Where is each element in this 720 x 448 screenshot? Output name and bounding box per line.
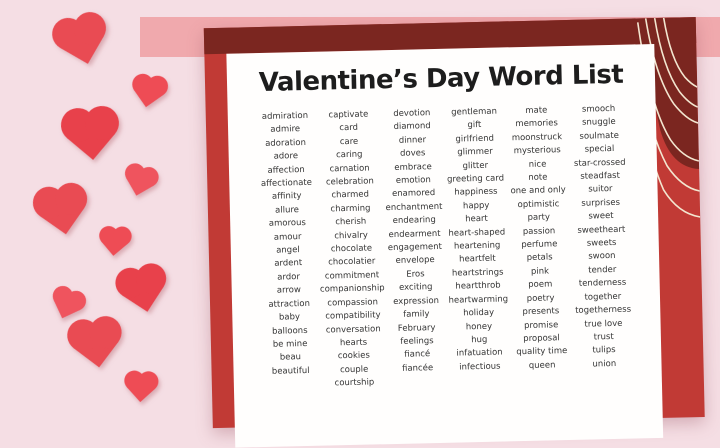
word-item: tenderness	[578, 277, 627, 290]
word-item: devotion	[393, 108, 431, 119]
word-columns	[252, 103, 638, 393]
word-item: optimistic	[517, 199, 560, 210]
word-item: captivate	[328, 109, 369, 121]
word-item: diamond	[393, 121, 431, 133]
word-item: carnation	[329, 163, 370, 175]
word-item: fiancé	[404, 349, 431, 361]
word-item: heartfelt	[459, 254, 496, 265]
paper-heart	[104, 232, 125, 253]
word-item: caring	[335, 149, 363, 161]
word-item: ardent	[274, 258, 303, 270]
paper-heart	[73, 118, 110, 155]
word-item: swoon	[588, 251, 616, 263]
word-item: mate	[525, 105, 548, 116]
paper-heart	[62, 22, 101, 61]
word-item: amorous	[268, 218, 306, 230]
word-item: fiancée	[401, 362, 434, 374]
word-column-3	[381, 107, 450, 390]
word-item: moonstruck	[511, 131, 563, 144]
word-item: baby	[278, 312, 301, 323]
word-item: February	[397, 322, 436, 334]
word-item: holiday	[463, 307, 495, 319]
word-item: celebration	[325, 176, 374, 188]
word-item: affection	[267, 164, 305, 176]
word-item: glitter	[462, 160, 489, 172]
word-item: glimmer	[457, 146, 493, 158]
word-item: embrace	[394, 161, 432, 173]
word-item: queen	[528, 360, 556, 371]
word-item: presents	[522, 306, 560, 318]
word-item: steadfast	[580, 170, 620, 182]
word-column-6	[567, 103, 636, 386]
word-item: smooch	[581, 103, 616, 115]
word-item: infatuation	[456, 347, 503, 359]
word-item: doves	[399, 148, 426, 160]
paper-heart	[130, 377, 151, 398]
paper-heart	[128, 170, 152, 194]
word-column-4	[443, 105, 512, 388]
word-item: arrow	[276, 285, 302, 296]
word-item: girlfriend	[455, 133, 495, 145]
word-item: pink	[530, 266, 550, 277]
word-item: one and only	[510, 185, 566, 197]
word-item: chocolate	[330, 243, 373, 255]
word-item: sweets	[586, 237, 617, 249]
word-item: endearing	[392, 215, 436, 227]
paper-heart	[78, 327, 114, 363]
word-item: Eros	[406, 269, 425, 280]
word-list-paper	[226, 44, 663, 448]
word-item: adoration	[265, 137, 307, 149]
word-item: admiration	[261, 110, 309, 122]
page-title: Valentine’s Day Word List	[258, 59, 624, 98]
paper-heart	[43, 193, 80, 230]
word-item: ardor	[277, 271, 301, 283]
word-item: party	[527, 212, 551, 224]
word-item: affinity	[271, 191, 302, 203]
word-item: perfume	[521, 239, 558, 251]
word-item: true love	[584, 318, 623, 330]
word-item: soulmate	[579, 130, 620, 142]
word-item: adore	[273, 151, 299, 162]
word-item: engagement	[387, 241, 443, 254]
word-item: couple	[339, 364, 369, 375]
word-item: conversation hearts	[325, 323, 381, 349]
word-item: enchantment	[385, 201, 443, 213]
word-item: sweet	[588, 211, 614, 222]
word-item: admire	[270, 124, 301, 136]
word-item: special	[584, 144, 615, 155]
word-item: heartwarming	[448, 294, 509, 306]
word-item: greeting card	[447, 173, 505, 185]
word-item: together	[584, 291, 622, 303]
word-item: beautiful	[271, 365, 310, 377]
word-item: sweetheart	[577, 224, 626, 236]
paper-heart	[54, 292, 80, 318]
word-item: enamored	[391, 188, 436, 200]
word-item: amour	[273, 231, 302, 243]
word-item: note	[528, 172, 548, 183]
word-item: happiness	[454, 187, 498, 199]
word-item: compatibility	[325, 310, 381, 322]
word-item: heartthrob	[455, 280, 501, 292]
word-item: chivalry	[334, 230, 369, 241]
printable-card	[204, 17, 705, 428]
word-column-2	[316, 108, 387, 391]
word-item: emotion	[395, 175, 431, 186]
word-item: cookies	[337, 350, 370, 362]
word-item: heartstrings	[451, 267, 504, 279]
word-item: poetry	[526, 293, 555, 304]
word-item: promise	[523, 319, 559, 331]
word-item: infectious	[459, 361, 501, 373]
word-item: trust	[593, 331, 614, 343]
paper-heart	[136, 80, 160, 104]
word-item: togetherness	[575, 304, 632, 316]
word-item: charming	[330, 203, 371, 215]
word-item: mysterious	[513, 145, 561, 157]
word-item: attraction	[268, 298, 311, 310]
word-item: endearment	[388, 228, 441, 240]
word-item: heart	[465, 214, 488, 225]
word-item: chocolatier	[328, 256, 376, 268]
word-item: affectionate	[260, 177, 313, 190]
word-item: tulips	[592, 345, 616, 356]
word-item: gentleman	[451, 106, 498, 118]
word-item: hug	[471, 334, 488, 346]
paper-heart	[125, 273, 161, 309]
word-item: heartening	[453, 240, 501, 252]
word-item: gift	[467, 120, 482, 131]
word-item: commitment	[324, 270, 380, 282]
word-item: happy	[462, 200, 490, 212]
word-item: passion	[522, 225, 556, 237]
word-item: feelings	[400, 336, 434, 347]
word-item: proposal	[523, 333, 560, 344]
word-item: quality time	[516, 346, 568, 358]
word-item: compassion	[327, 297, 379, 309]
word-item: surprises	[581, 197, 621, 209]
word-item: suitor	[588, 184, 613, 195]
word-item: honey	[465, 321, 493, 332]
word-column-1	[254, 110, 323, 393]
word-item: envelope	[395, 255, 435, 267]
word-item: angel	[276, 245, 300, 256]
word-item: star-crossed	[573, 157, 626, 169]
word-column-5	[505, 104, 574, 387]
word-item: beau	[279, 352, 302, 363]
word-item: cherish	[335, 216, 367, 228]
word-item: heart-shaped	[448, 227, 506, 239]
word-item: poem	[528, 279, 553, 291]
word-item: memories	[515, 118, 559, 130]
word-item: union	[592, 358, 617, 370]
word-item: companionship	[319, 283, 385, 295]
word-item: dinner	[398, 135, 427, 146]
word-item: card	[339, 123, 359, 134]
word-item: be mine	[272, 338, 308, 350]
word-item: snuggle	[581, 117, 616, 129]
word-item: tender	[588, 264, 617, 276]
word-item: balloons	[271, 325, 308, 337]
word-item: courtship	[334, 377, 375, 389]
word-item: exciting	[398, 282, 433, 294]
word-item: expression	[393, 295, 440, 307]
word-item: petals	[526, 252, 553, 264]
word-item: family	[403, 309, 430, 320]
word-item: allure	[275, 204, 300, 216]
word-item: nice	[528, 159, 547, 170]
word-item: care	[339, 136, 359, 147]
word-item: charmed	[331, 189, 370, 201]
